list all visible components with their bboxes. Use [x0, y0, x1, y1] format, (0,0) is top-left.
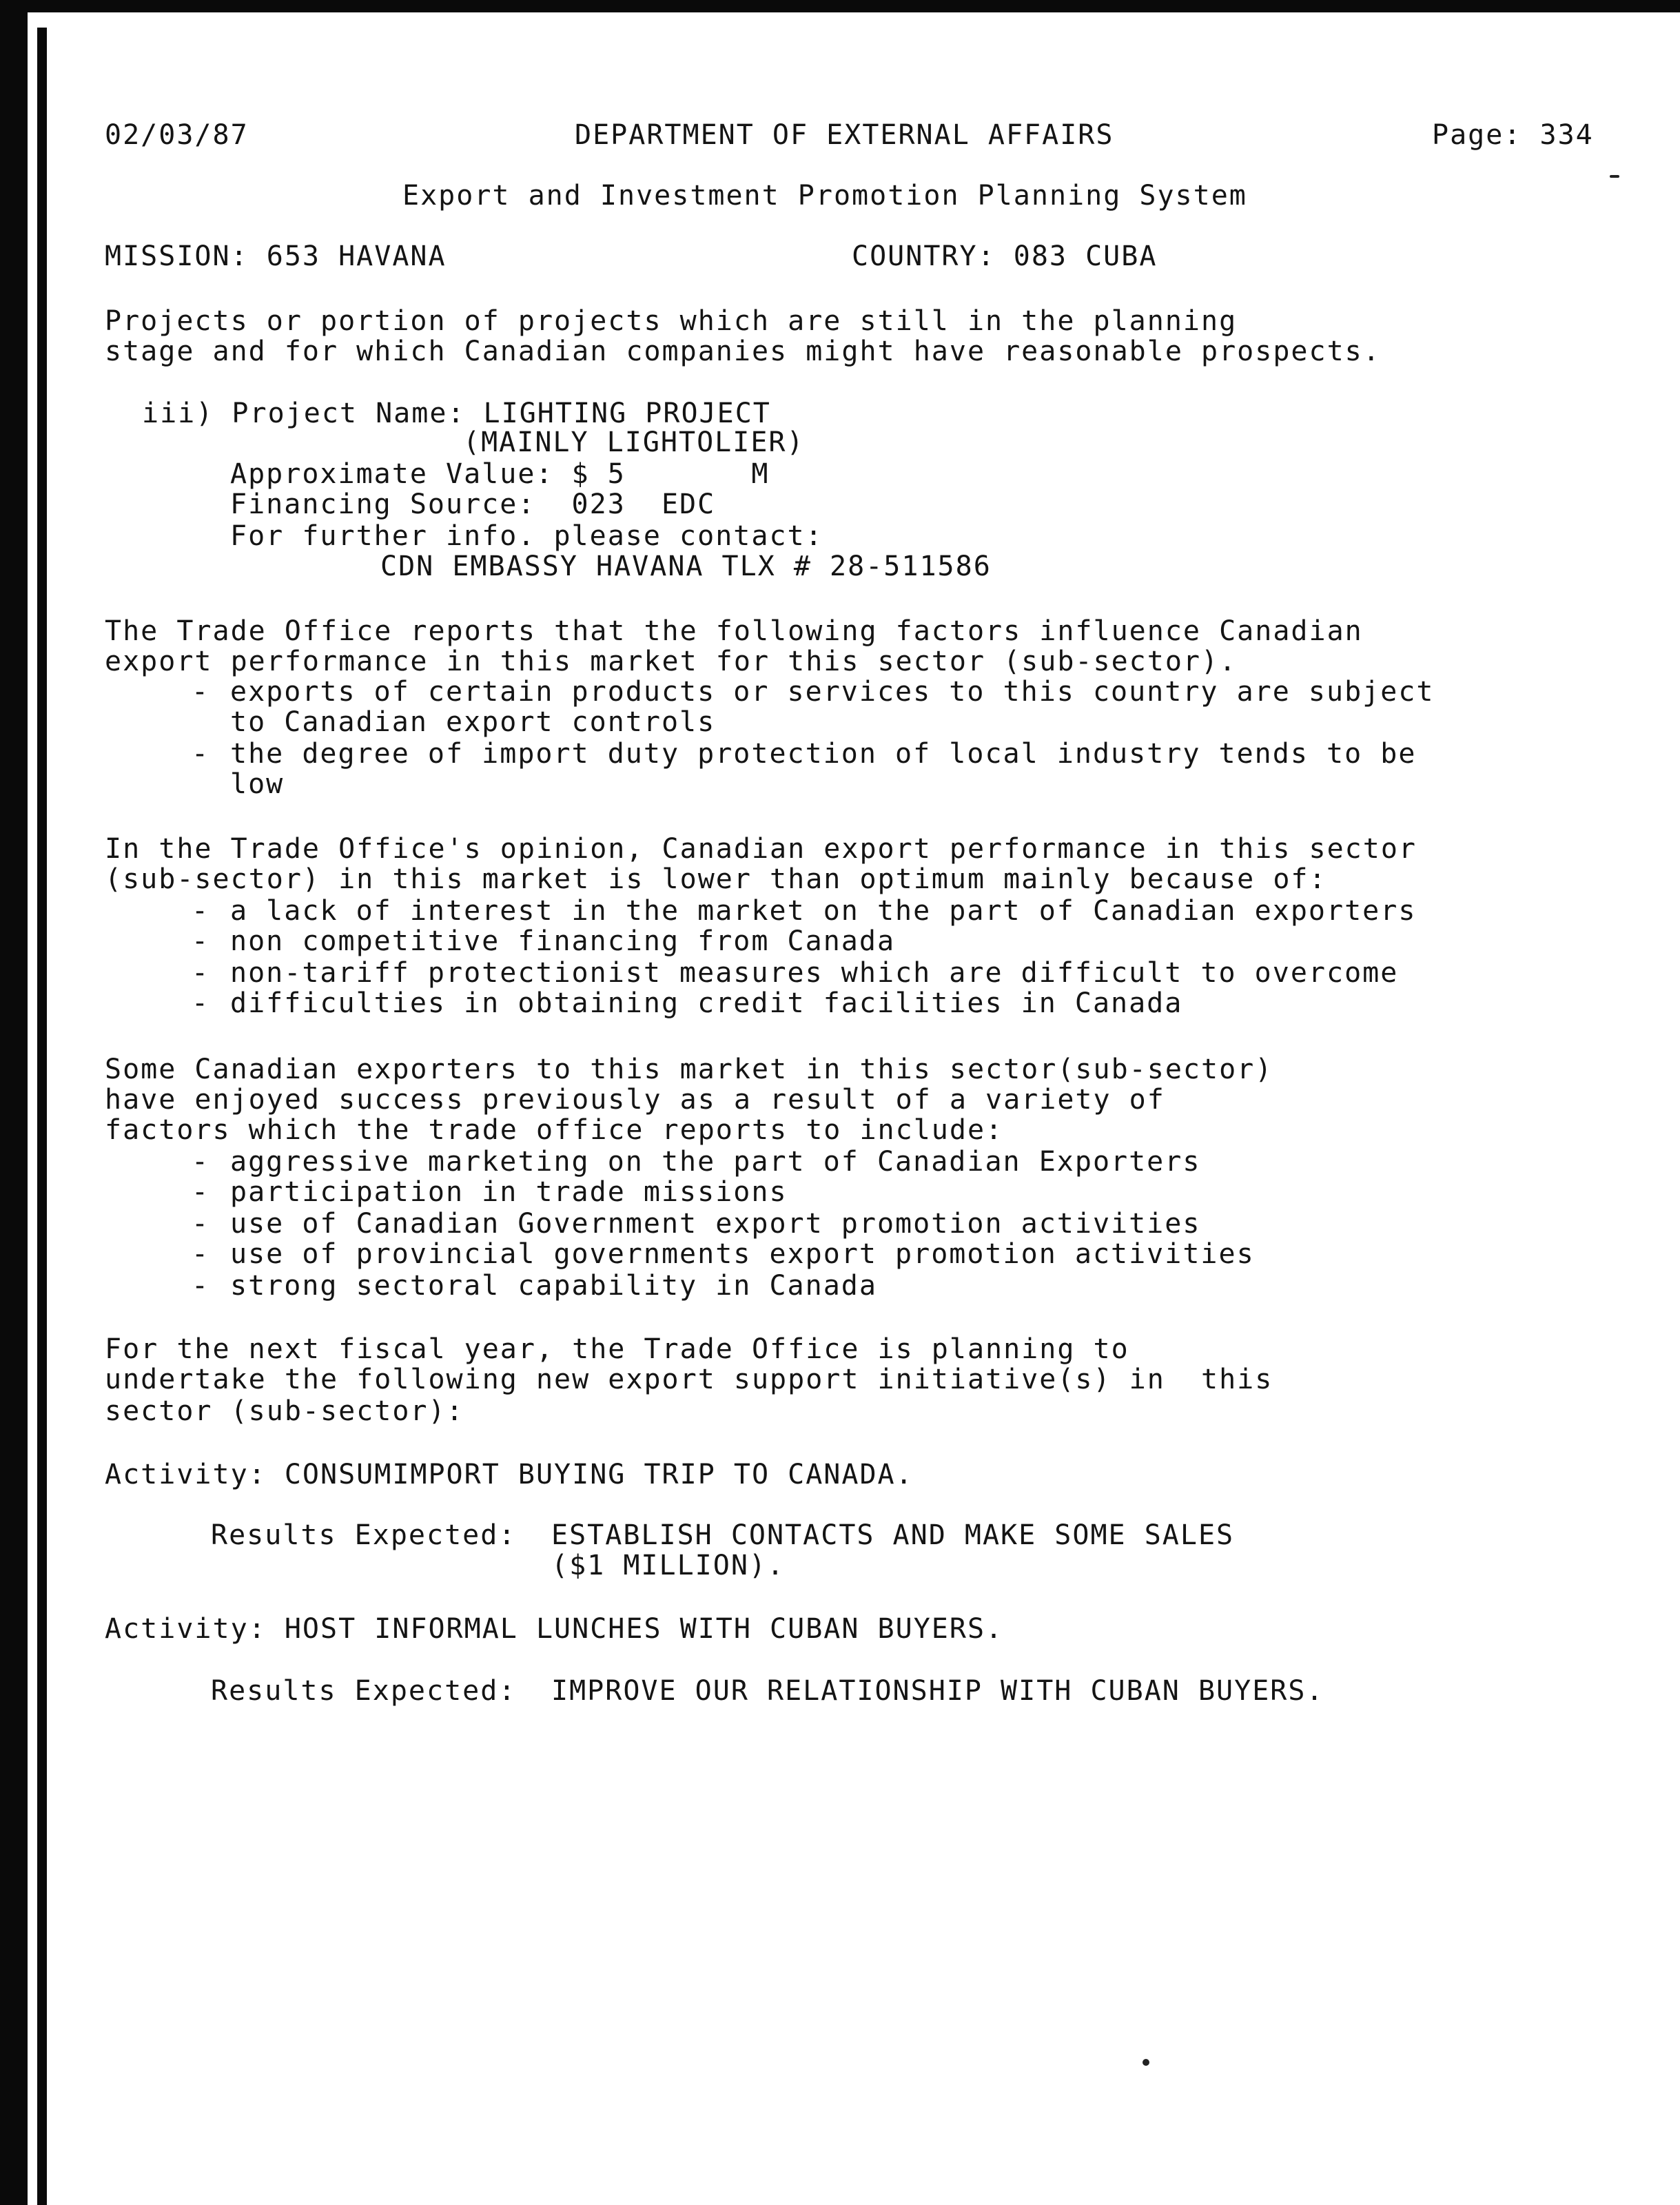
- success-1-dash: -: [192, 1146, 210, 1178]
- success-item-5: strong sectoral capability in Canada: [230, 1270, 877, 1302]
- project-name-cont: (MAINLY LIGHTOLIER): [463, 427, 805, 458]
- success-item-4: use of provincial governments export promotion activities: [230, 1238, 1255, 1270]
- department-title: DEPARTMENT OF EXTERNAL AFFAIRS: [575, 119, 1114, 151]
- scan-speck: [1610, 175, 1619, 178]
- opinion-2-dash: -: [192, 925, 210, 957]
- activity-1: Activity: CONSUMIMPORT BUYING TRIP TO CANADA.: [105, 1459, 914, 1490]
- factor-2-line-1: the degree of import duty protection of local industry tends to be: [230, 738, 1417, 770]
- factors-line-1: The Trade Office reports that the following factors influence Canadian: [105, 615, 1363, 647]
- intro-line-2: stage and for which Canadian companies might have reasonable prospects.: [105, 336, 1381, 367]
- success-4-dash: -: [192, 1238, 210, 1270]
- country-label: COUNTRY: 083 CUBA: [852, 240, 1158, 272]
- success-item-3: use of Canadian Government export promotion activities: [230, 1208, 1201, 1240]
- factors-line-2: export performance in this market for this sector (sub-sector).: [105, 646, 1238, 677]
- project-financing: Financing Source: 023 EDC: [230, 489, 716, 520]
- success-2-dash: -: [192, 1176, 210, 1208]
- project-value: Approximate Value: $ 5 M: [230, 458, 770, 490]
- opinion-line-1: In the Trade Office's opinion, Canadian export performance in this sector: [105, 833, 1417, 865]
- opinion-line-2: (sub-sector) in this market is lower than optimum mainly because of:: [105, 863, 1327, 895]
- factor-1-line-2: to Canadian export controls: [230, 706, 716, 738]
- opinion-item-3: non-tariff protectionist measures which are difficult to overcome: [230, 957, 1399, 989]
- success-3-dash: -: [192, 1208, 210, 1240]
- scan-left-edge-inner: [37, 28, 47, 2205]
- success-5-dash: -: [192, 1270, 210, 1302]
- activity-1-results-line-1: ESTABLISH CONTACTS AND MAKE SOME SALES: [551, 1519, 1235, 1551]
- opinion-1-dash: -: [192, 895, 210, 927]
- success-line-3: factors which the trade office reports to include:: [105, 1114, 1004, 1146]
- factor-1-line-1: exports of certain products or services to this country are subject: [230, 676, 1435, 708]
- scan-top-edge: [0, 0, 1680, 12]
- opinion-3-dash: -: [192, 957, 210, 989]
- mission-label: MISSION: 653 HAVANA: [105, 240, 447, 272]
- opinion-4-dash: -: [192, 987, 210, 1019]
- activity-2-results-line-1: IMPROVE OUR RELATIONSHIP WITH CUBAN BUYERS.: [551, 1675, 1324, 1707]
- success-line-2: have enjoyed success previously as a result of a variety of: [105, 1084, 1165, 1116]
- project-name: iii) Project Name: LIGHTING PROJECT: [142, 398, 771, 429]
- scan-left-edge: [0, 0, 28, 2205]
- activity-2: Activity: HOST INFORMAL LUNCHES WITH CUBAN BUYERS.: [105, 1613, 1004, 1645]
- project-contact-label: For further info. please contact:: [230, 520, 823, 552]
- activity-2-results-label: Results Expected:: [211, 1675, 517, 1707]
- factor-2-line-2: low: [230, 768, 285, 800]
- scan-speck: [1143, 2059, 1149, 2066]
- factor-1-dash: -: [192, 676, 210, 708]
- plans-line-3: sector (sub-sector):: [105, 1395, 464, 1427]
- success-item-2: participation in trade missions: [230, 1176, 788, 1208]
- factor-2-dash: -: [192, 738, 210, 770]
- project-contact: CDN EMBASSY HAVANA TLX # 28-511586: [380, 551, 992, 582]
- plans-line-2: undertake the following new export support initiative(s) in this: [105, 1364, 1273, 1395]
- success-line-1: Some Canadian exporters to this market in this sector(sub-sector): [105, 1054, 1273, 1085]
- page-number: Page: 334: [1432, 119, 1594, 151]
- activity-1-results-line-2: ($1 MILLION).: [551, 1550, 786, 1581]
- success-item-1: aggressive marketing on the part of Canadian Exporters: [230, 1146, 1201, 1178]
- opinion-item-4: difficulties in obtaining credit facilities in Canada: [230, 987, 1183, 1019]
- document-date: 02/03/87: [105, 119, 249, 151]
- intro-line-1: Projects or portion of projects which are still in the planning: [105, 305, 1238, 337]
- plans-line-1: For the next fiscal year, the Trade Office is planning to: [105, 1333, 1129, 1365]
- activity-1-results-label: Results Expected:: [211, 1519, 517, 1551]
- opinion-item-2: non competitive financing from Canada: [230, 925, 896, 957]
- opinion-item-1: a lack of interest in the market on the part of Canadian exporters: [230, 895, 1417, 927]
- system-title: Export and Investment Promotion Planning System: [402, 180, 1247, 212]
